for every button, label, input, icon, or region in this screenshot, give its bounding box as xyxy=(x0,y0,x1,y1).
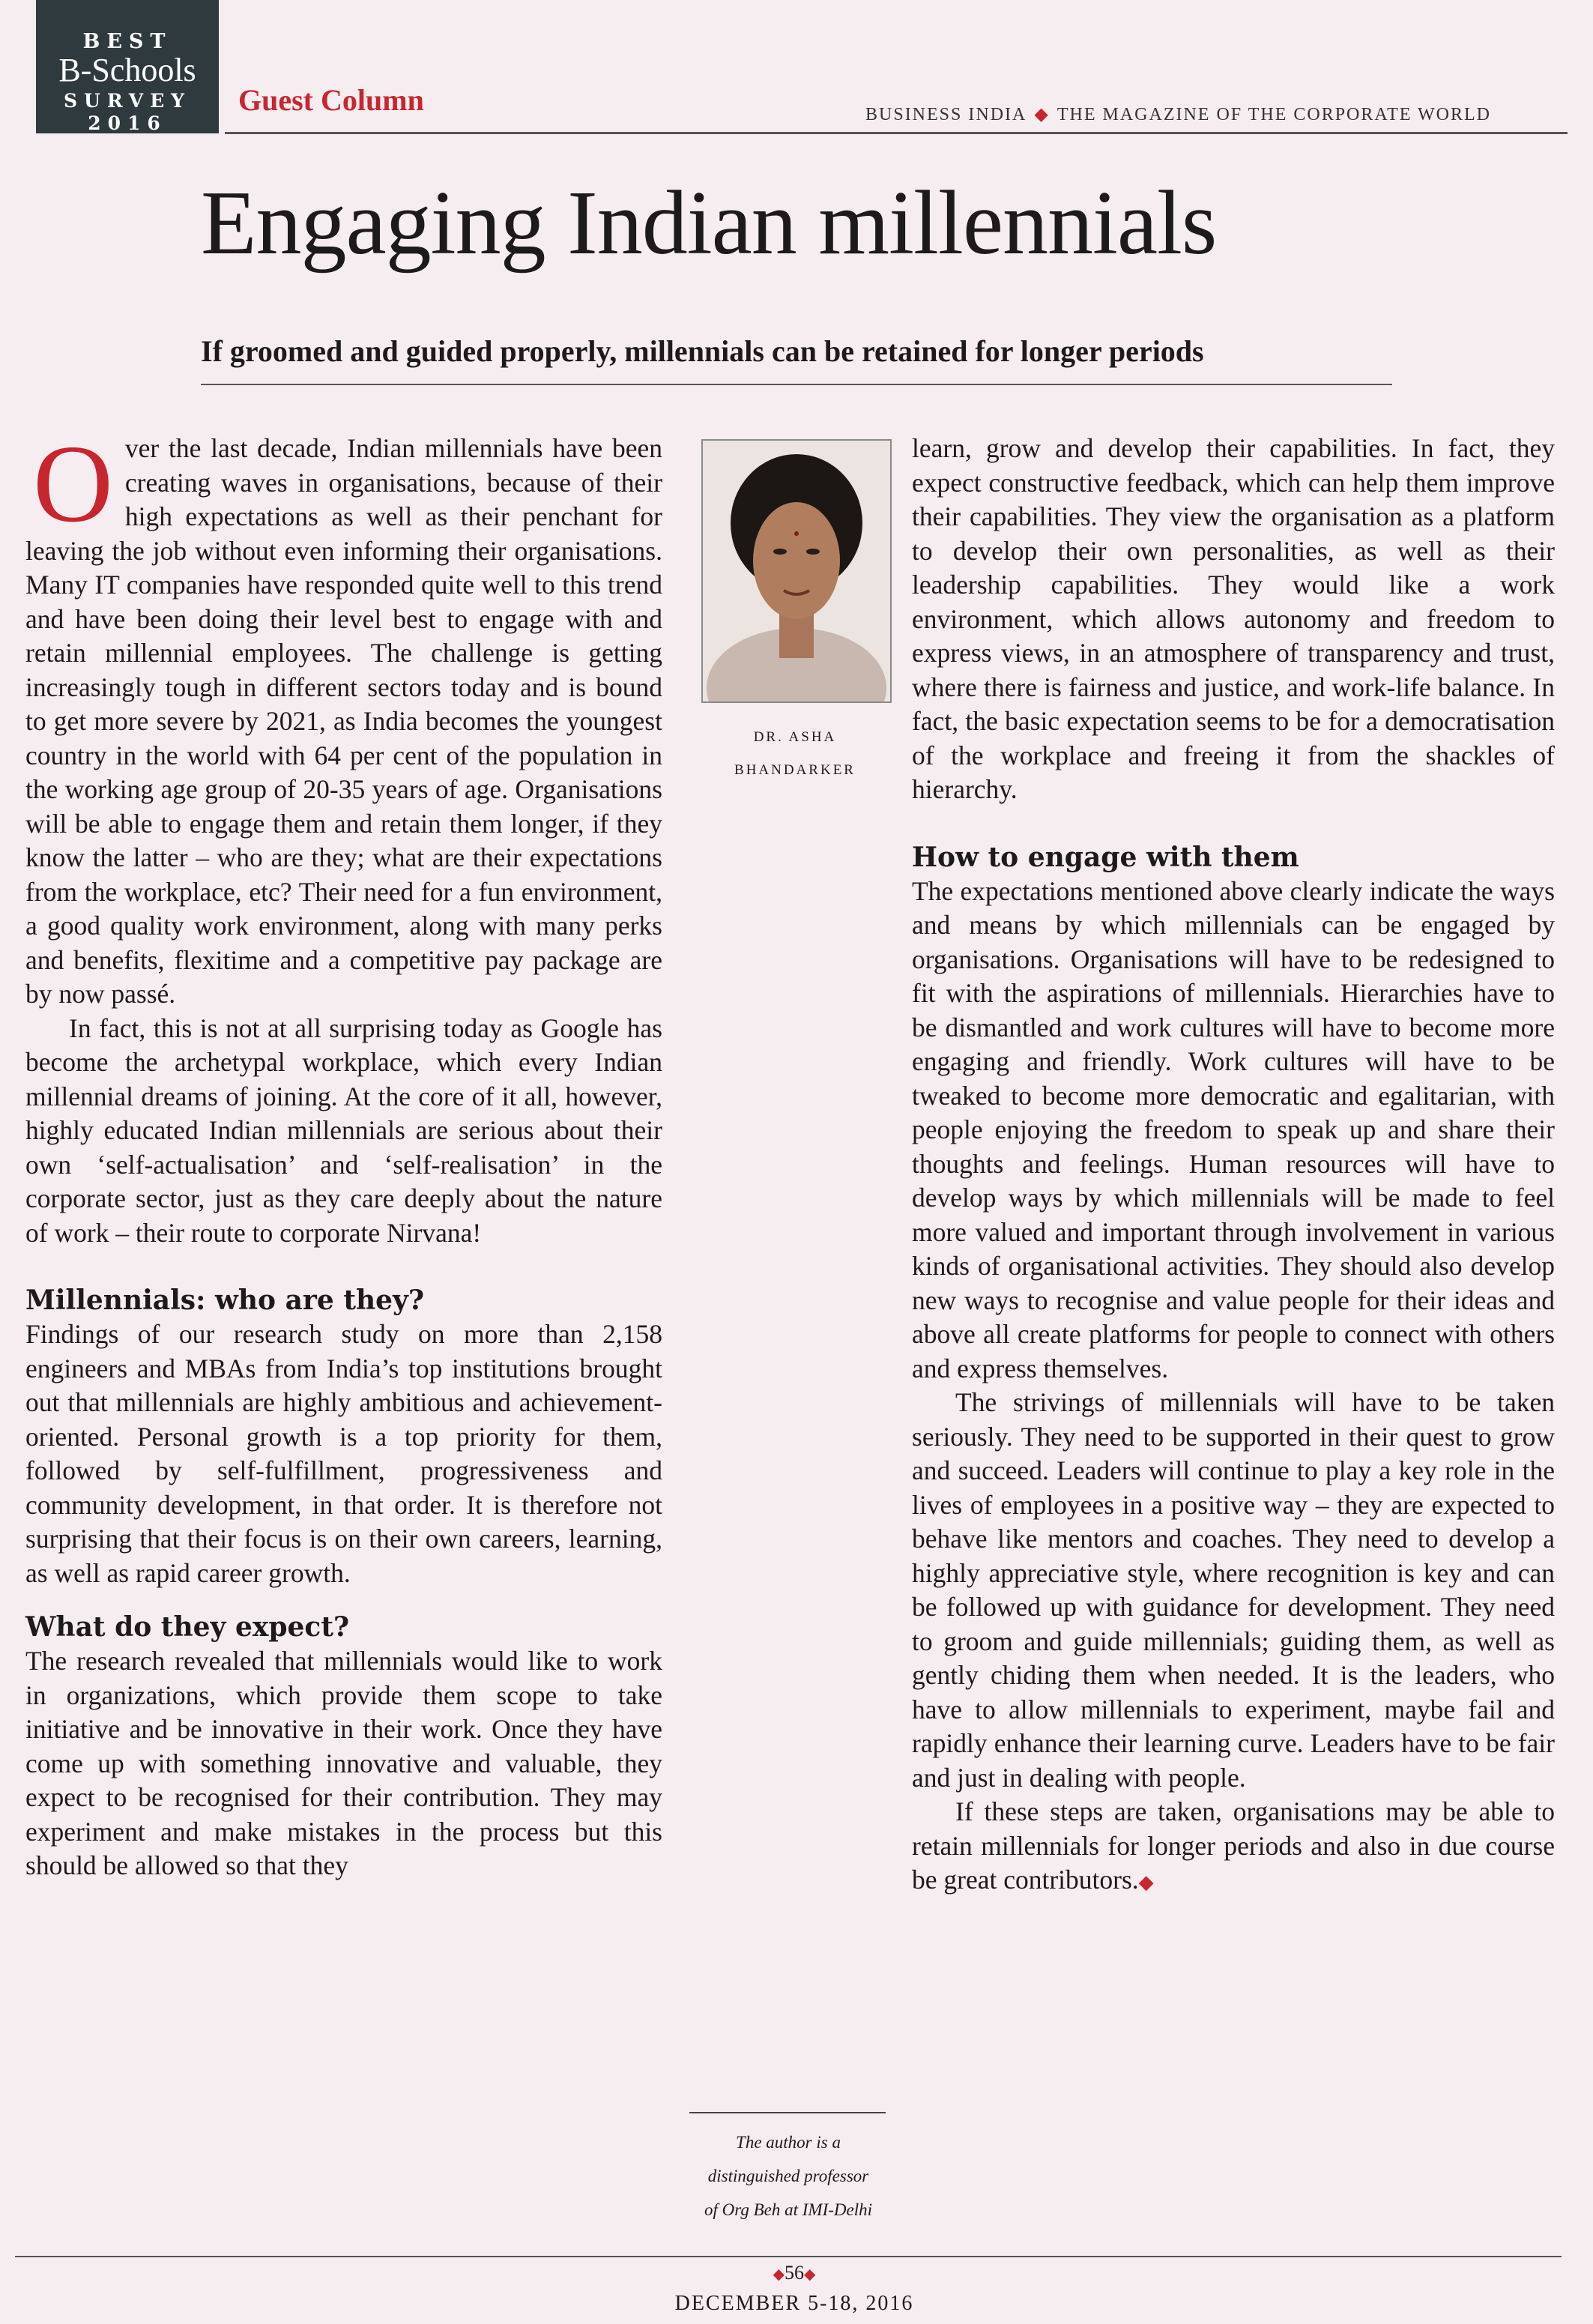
page-number-value: 56 xyxy=(785,2262,804,2284)
badge-line-3: SURVEY xyxy=(63,90,192,112)
badge-line-4: 2016 xyxy=(88,112,167,134)
footer-rule xyxy=(15,2256,1562,2257)
paragraph-google: In fact, this is not at all surprising today as Google has become the archetypal workplace, which every Indian millennial dreams of joining. At the core of it all, however, highly educated Indian millennials are serious about their own ‘self-actualisation’ and ‘self-realisation’ in the corporate sector, just as they care deeply about the nature of work – their route to corporate Nirvana! xyxy=(25,1012,662,1248)
author-caption xyxy=(689,721,901,787)
issue-date: DECEMBER 5-18, 2016 xyxy=(674,2292,914,2315)
author-bio-line-3: of Org Beh at IMI-Delhi xyxy=(704,2200,872,2219)
heading-how-to-engage: How to engage with them xyxy=(912,841,1299,873)
page-number xyxy=(749,2262,839,2284)
paragraph-conclusion xyxy=(912,1795,1555,1900)
author-bio-line-2: distinguished professor xyxy=(707,2167,869,2185)
paragraph-expectations: The expectations mentioned above clearly indicate the ways and means by which millennials can be engaged by organisations. Organisations will have to be redesigned to fit with the aspirations of millennials. Hierarchies have to be dismantled and work cultures will have to become more engaging and friendly. Work cultures will have to be tweaked to become more democratic and egalitarian, with people enjoying the freedom to speak up and share their thoughts and feelings. Human resources will have to develop ways by which millennials will be made to feel more valued and important through involvement in various kinds of organisational activities. They should also develop new ways to recognise and value people for their ideas and above all create platforms for people to connect with others and express themselves. xyxy=(912,875,1555,1383)
publication-tagline: THE MAGAZINE OF THE CORPORATE WORLD xyxy=(1057,105,1491,124)
paragraph-learn-grow: learn, grow and develop their capabilities. In fact, they expect constructive feedback, which can help them improve their capabilities. They view the organisation as a platform to develop their own personalities, as well as their leadership capabilities. They would like a work environment, which allows autonomy and freedom to express views, in an atmosphere of transparency and trust, where there is fairness and justice, and work-life balance. In fact, the basic expectation seems to be for a democratisation of the workplace and freeing it from the shackles of hierarchy. xyxy=(912,433,1555,804)
diamond-icon: ◆ xyxy=(773,2266,785,2283)
author-bio-line-1: The author is a xyxy=(736,2133,841,2152)
author-photo xyxy=(701,439,892,703)
column-right xyxy=(912,432,1555,1900)
paragraph-strivings: The strivings of millennials will have to be taken seriously. They need to be supported in their quest to grow and succeed. Leaders will continue to play a key role in the lives of employees in a positive way – they are expected to behave like mentors and coaches. They need to develop a highly appreciative style, where recognition is key and can be followed up with guidance for development. They need to groom and guide millennials; guiding them, as well as gently chiding them when needed. It is the leaders, who have to allow millennials to experiment, maybe fail and rapidly enhance their learning curve. Leaders have to be fair and just in dealing with people. xyxy=(912,1387,1555,1793)
subtitle-rule xyxy=(201,384,1392,385)
author-bio xyxy=(682,2125,895,2227)
diamond-icon: ◆ xyxy=(804,2266,816,2283)
author-portrait-image xyxy=(703,441,890,701)
paragraph-findings: Findings of our research study on more than 2,158 engineers and MBAs from India’s top institutions brought out that millennials are highly ambitious and achievement-oriented. Personal growth is a top priority for them, followed by self-fulfillment, progressiveness and community development, in that order. It is therefore not surprising that their focus is on their own careers, learning, as well as rapid career growth. xyxy=(25,1319,662,1588)
diamond-icon: ◆ xyxy=(1034,105,1050,124)
heading-who-are-they: Millennials: who are they? xyxy=(25,1285,425,1316)
badge-line-1: BEST xyxy=(82,30,172,53)
paragraph-intro-text: ver the last decade, Indian millennials have been creating waves in organisations, because of their high expectations as well as their penchant for leaving the job without even informing their organisations. Many IT companies have responded quite well to this trend and have been doing their level best to engage with and retain millennial employees. The challenge is getting increasingly tough in different sectors today and is bound to get more severe by 2021, as India becomes the youngest country in the world with 64 per cent of the population in the working age group of 20-35 years of age. Organisations will be able to engage them and retain them longer, if they know the latter – who are they; what are their expectations from the workplace, etc? Their need for a fun environment, a good quality work environment, along with many perks and benefits, flexitime and a competitive pay package are by now passé. xyxy=(25,433,662,1009)
article-subtitle: If groomed and guided properly, millennials can be retained for longer periods xyxy=(201,334,1204,368)
best-b-schools-badge xyxy=(36,0,219,133)
column-left xyxy=(25,423,662,1883)
end-diamond-icon: ◆ xyxy=(1138,1871,1154,1893)
drop-cap: O xyxy=(33,423,113,546)
author-bio-rule xyxy=(689,2112,886,2113)
article-title: Engaging Indian millennials xyxy=(201,172,1217,274)
heading-what-do-they-expect: What do they expect? xyxy=(25,1611,350,1643)
paragraph-research: The research revealed that millennials would like to work in organizations, which provide them scope to take initiative and be innovative in their work. Once they have come up with something innovative and valuable, they expect to be recognised for their contribution. They may experiment and make mistakes in the process but this should be allowed so that they xyxy=(25,1646,662,1880)
publication-name: BUSINESS INDIA xyxy=(865,105,1027,124)
author-name-line-2: BHANDARKER xyxy=(734,762,856,778)
paragraph-conclusion-text: If these steps are taken, organisations may be able to retain millennials for longer periods and also in due course be great contributors. xyxy=(912,1796,1555,1895)
author-name-line-1: DR. ASHA xyxy=(753,729,837,745)
header-rule xyxy=(225,132,1568,134)
paragraph-intro xyxy=(25,423,662,1012)
badge-line-2: B-Schools xyxy=(58,52,196,88)
section-label: Guest Column xyxy=(238,83,424,117)
publication-line xyxy=(865,103,1491,125)
